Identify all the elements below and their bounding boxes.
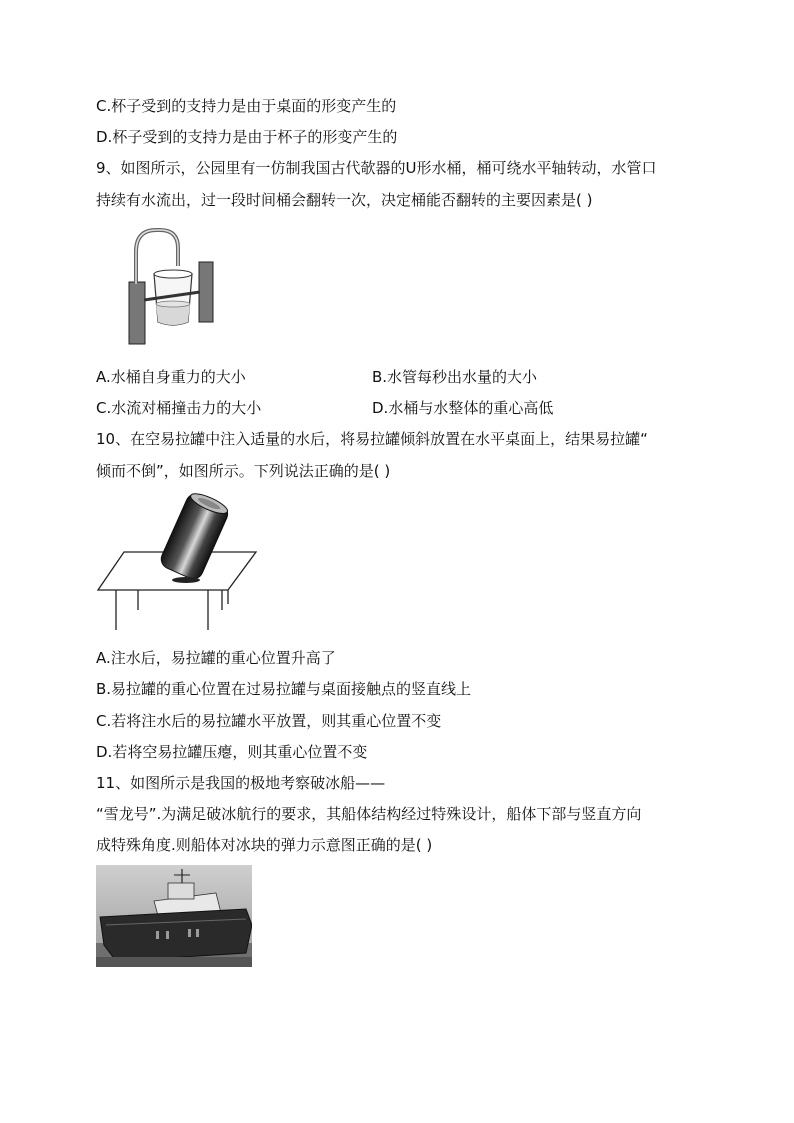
q10-option-a: A.注水后，易拉罐的重心位置升高了 [96,649,336,667]
ship-hull [100,909,252,961]
q10-tilted-can-figure [96,492,260,634]
q11-stem-line1: 11、如图所示是我国的极地考察破冰船—— [96,774,386,792]
left-post [129,282,145,344]
q11-stem-line3: 成特殊角度.则船体对冰块的弹力示意图正确的是( ) [96,836,433,854]
q9-option-c: C.水流对桶撞击力的大小 [96,399,262,417]
right-post [199,262,213,322]
q10-option-c: C.若将注水后的易拉罐水平放置，则其重心位置不变 [96,712,442,730]
q9-stem-line2: 持续有水流出，过一段时间桶会翻转一次，决定桶能否翻转的主要因素是( ) [96,191,593,209]
q9-option-d: D.水桶与水整体的重心高低 [372,399,554,417]
q8-option-c: C.杯子受到的支持力是由于桌面的形变产生的 [96,97,397,115]
q10-option-b: B.易拉罐的重心位置在过易拉罐与桌面接触点的竖直线上 [96,680,472,698]
q9-option-a: A.水桶自身重力的大小 [96,368,246,386]
q9-stem-line1: 9、如图所示，公园里有一仿制我国古代欹器的U形水桶，桶可绕水平轴转动，水管口 [96,159,657,177]
q10-stem-line1: 10、在空易拉罐中注入适量的水后，将易拉罐倾斜放置在水平桌面上，结果易拉罐“ [96,430,648,448]
q9-option-b: B.水管每秒出水量的大小 [372,368,538,386]
q11-icebreaker-photo [96,865,252,967]
q11-stem-line2: “雪龙号”.为满足破冰航行的要求，其船体结构经过特殊设计，船体下部与竖直方向 [96,805,642,823]
q10-stem-line2: 倾而不倒”，如图所示。下列说法正确的是( ) [96,462,391,480]
q8-option-d: D.杯子受到的支持力是由于杯子的形变产生的 [96,128,398,146]
q9-water-bucket-figure [124,226,220,346]
q10-option-d: D.若将空易拉罐压瘪，则其重心位置不变 [96,743,368,761]
